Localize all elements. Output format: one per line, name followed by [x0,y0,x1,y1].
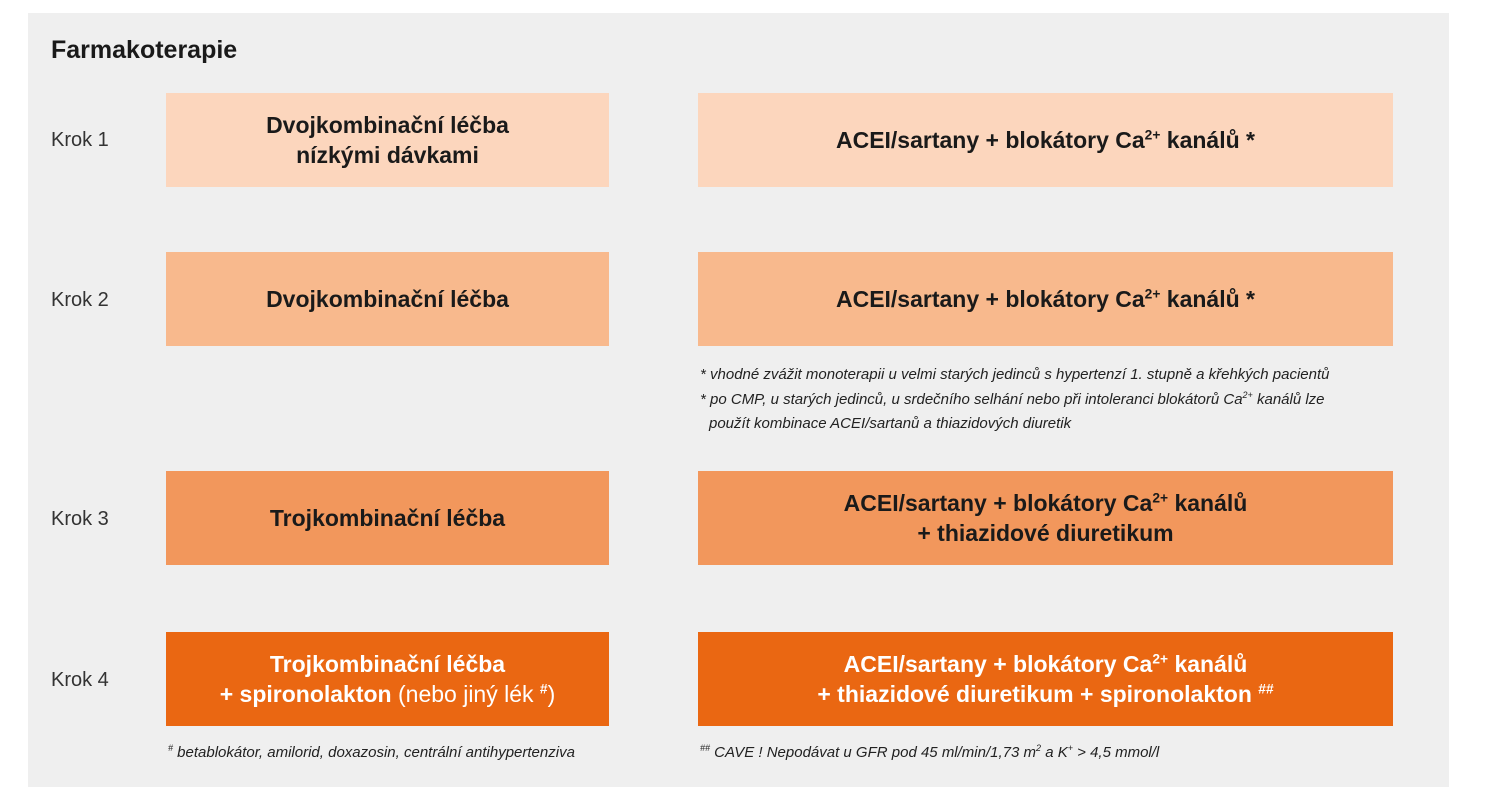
step-3-drugs-box [698,471,1393,565]
step-2-drugs-box [698,252,1393,346]
step-1-drugs-line: ACEI/sartany + blokátory $Ca^{2+}$ kanálů * [835,127,1256,153]
step-4-label: Krok 4 [51,669,109,691]
step-4-drugs-line: + thiazidové diuretikum + spironolakton ## [817,681,1274,707]
step-1-therapy-line: Dvojkombinační léčba [266,112,509,138]
footnote-star-2: * po CMP, u starých jedinců, u srdečního selhání nebo při intoleranci blokátorů $Ca^{2+}$ kanálů lze použít kombinace ACEI/sartanů a thiazidových diuretik [700,390,1325,432]
step-3-drugs-line: + thiazidové diuretikum [917,520,1174,546]
step-3-therapy-line: Trojkombinační léčba [269,505,506,531]
step-3-label: Krok 3 [51,508,109,530]
step-4-therapy-box [166,632,609,726]
step-2-therapy-box [166,252,609,346]
step-4-therapy-line: + spironolakton (nebo jiný lék #) [219,681,556,707]
step-4-drugs-box [698,632,1393,726]
page-title: Farmakoterapie [51,36,238,64]
step-4-drugs-line: ACEI/sartany + blokátory $Ca^{2+}$ kanálů [843,651,1248,677]
step-3-therapy-box [166,471,609,565]
step-1-label: Krok 1 [51,129,109,151]
footnote-star-1: * vhodné zvážit monoterapii u velmi starých jedinců s hypertenzí 1. stupně a křehkých pacientů [700,366,1330,383]
step-2-drugs-line: ACEI/sartany + blokátory $Ca^{2+}$ kanálů * [835,286,1256,312]
step-2-therapy-line: Dvojkombinační léčba [266,286,509,312]
footnote-hash: # betablokátor, amilorid, doxazosin, centrální antihypertenziva [168,743,575,761]
step-1-therapy-line: nízkými dávkami [296,142,479,168]
step-3-drugs-line: ACEI/sartany + blokátory $Ca^{2+}$ kanálů [843,490,1248,516]
footnote-double-hash: ## CAVE ! Nepodávat u GFR pod 45 ml/min/1,73 $m^2$ a K+ > 4,5 mmol/l [700,743,1160,761]
step-1-therapy-box [166,93,609,187]
step-1-drugs-box [698,93,1393,187]
step-2-label: Krok 2 [51,289,109,311]
step-4-therapy-line: Trojkombinační léčba [269,651,506,677]
